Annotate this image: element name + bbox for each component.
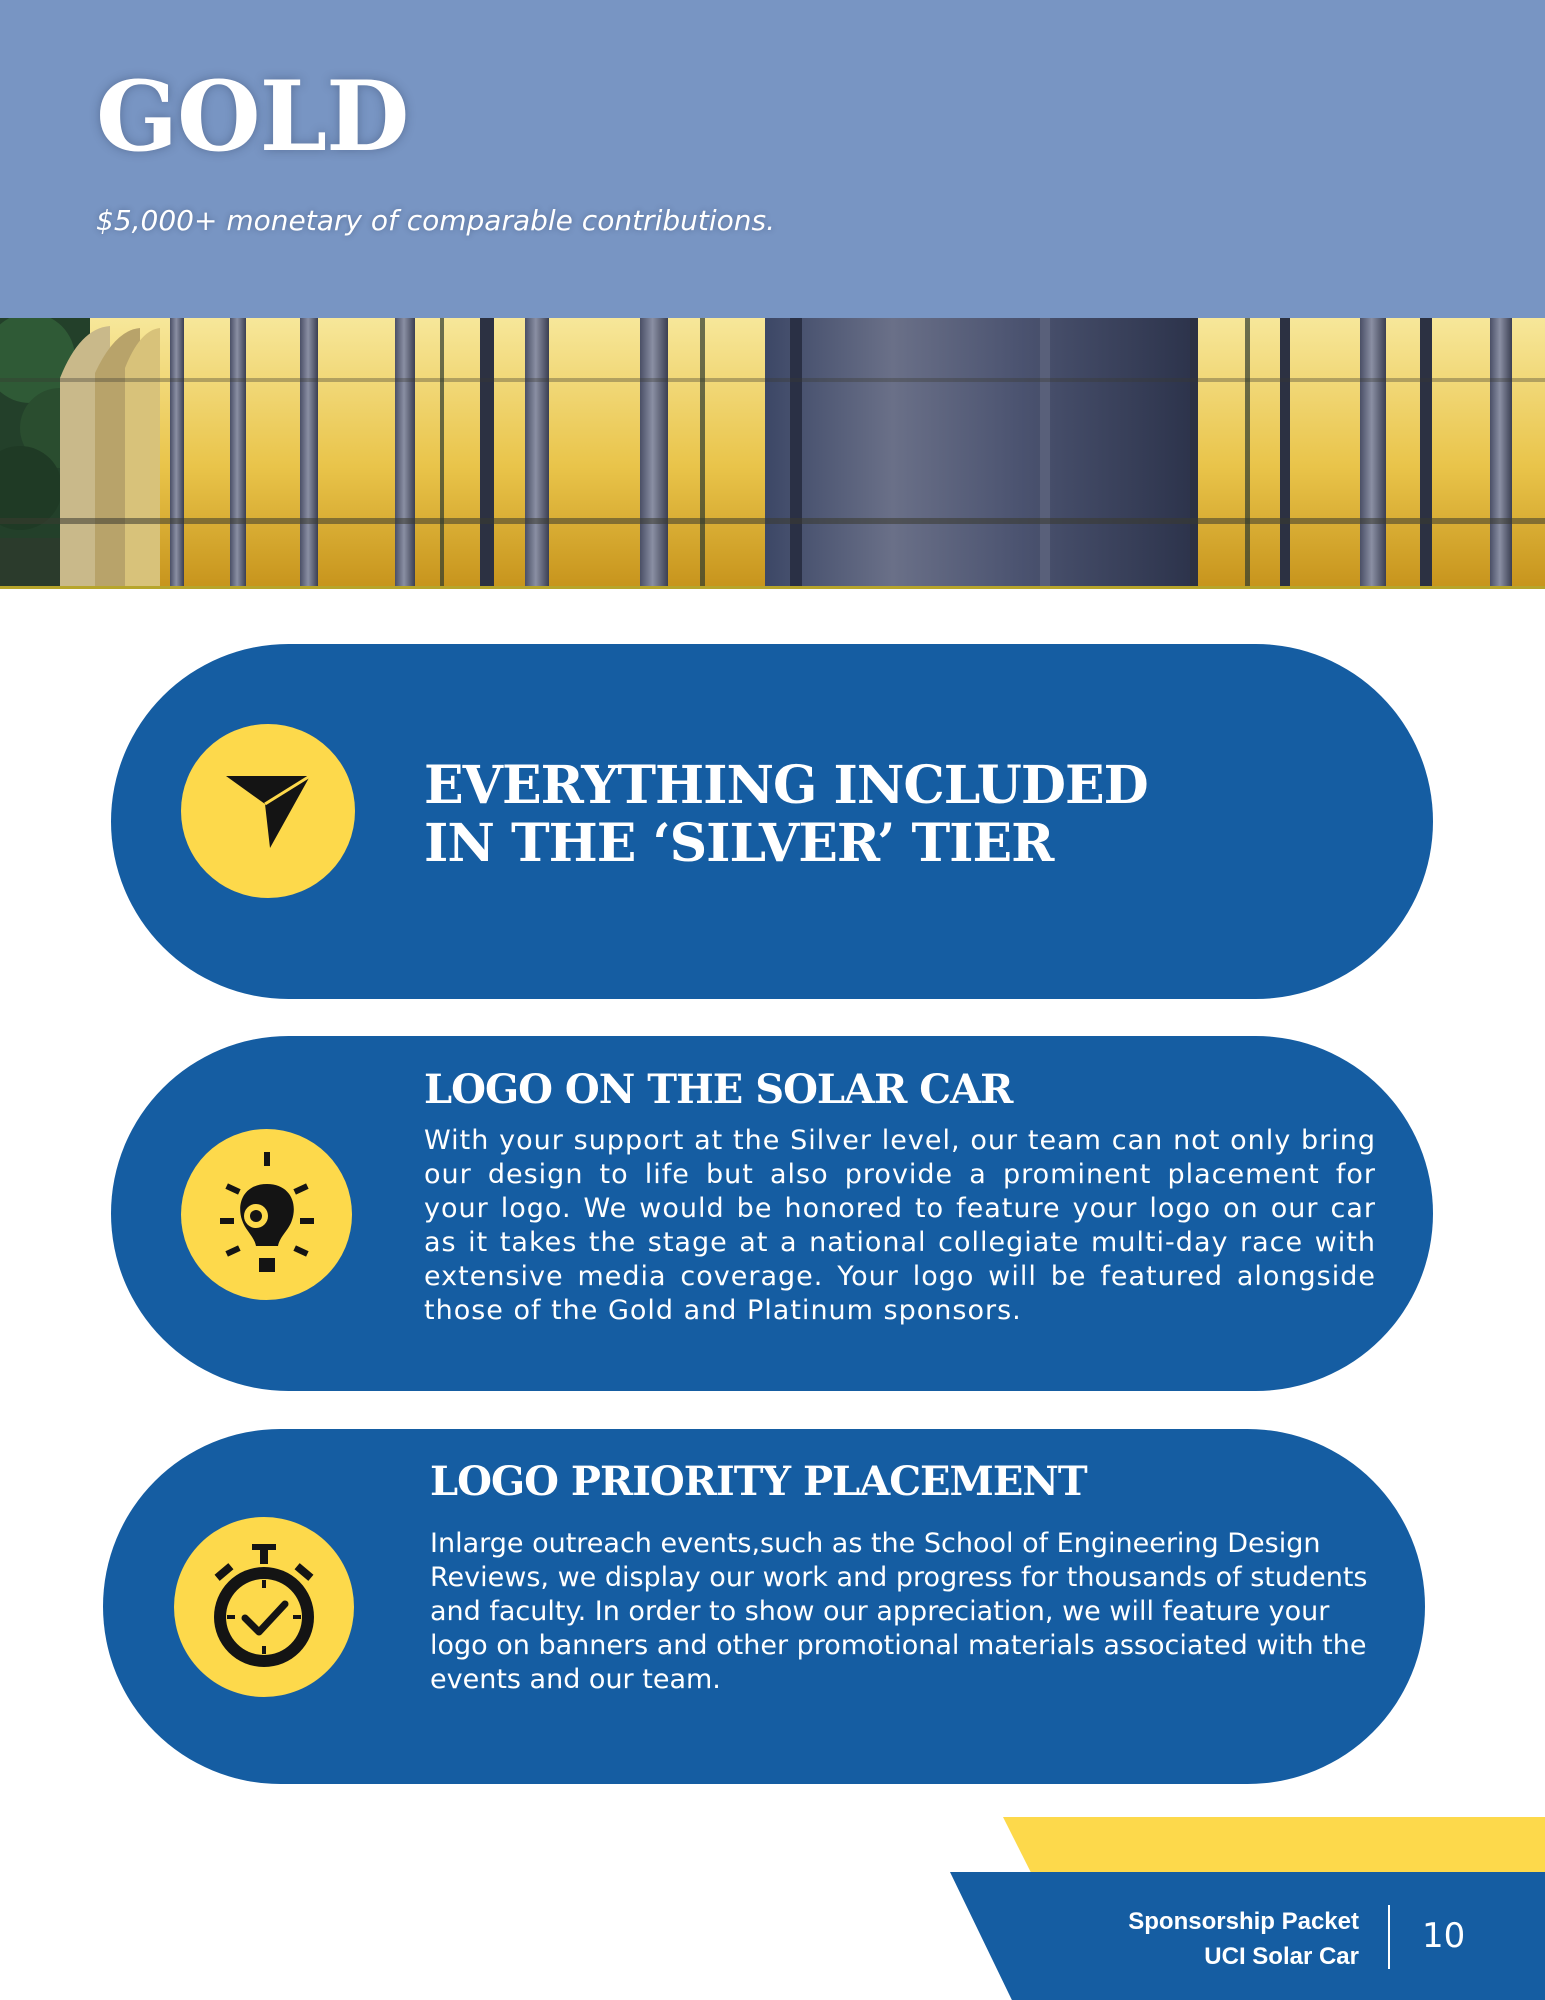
card2-body: With your support at the Silver level, our team can not only bring our design to life but also provide a prominent placement for your logo. We would be honored to feature your logo on our car as it takes the stage at a national collegiate multi-day race with extensive media coverage. Your logo will be featured alongside those of the Gold and Platinum sponsors.	[424, 1125, 1376, 1326]
footer-organization: UCI Solar Car	[1204, 1943, 1359, 1970]
footer-document-title: Sponsorship Packet	[1128, 1908, 1359, 1935]
card1-heading	[424, 757, 1148, 873]
card3-icon-circle	[174, 1517, 354, 1697]
page-subtitle: $5,000+ monetary of comparable contributions.	[96, 204, 775, 237]
page-number: 10	[1422, 1916, 1466, 1956]
card3-body: Inlarge outreach events,such as the School of Engineering Design Reviews, we display our work and progress for thousands of students and faculty. In order to show our appreciation, we will feature your logo on banners and other promotional materials associated with the events and our team.	[430, 1528, 1368, 1695]
photo-bottom-rule	[0, 586, 1545, 589]
card2-icon-circle	[181, 1129, 352, 1300]
card1-heading-line2: IN THE ‘SILVER’ TIER	[424, 813, 1054, 874]
stopwatch-check-icon	[209, 1542, 319, 1672]
footer-yellow-stripe	[1003, 1817, 1545, 1873]
card1-icon-circle	[181, 724, 355, 898]
card1-heading-line1: EVERYTHING INCLUDED	[424, 755, 1148, 816]
lightbulb-gear-icon	[212, 1150, 322, 1280]
building-photo	[0, 318, 1545, 588]
page-title: GOLD	[96, 60, 409, 173]
paper-plane-icon	[223, 766, 313, 856]
footer-divider	[1388, 1905, 1390, 1969]
card3-heading: LOGO PRIORITY PLACEMENT	[430, 1458, 1087, 1505]
card2-heading: LOGO ON THE SOLAR CAR	[424, 1066, 1013, 1113]
